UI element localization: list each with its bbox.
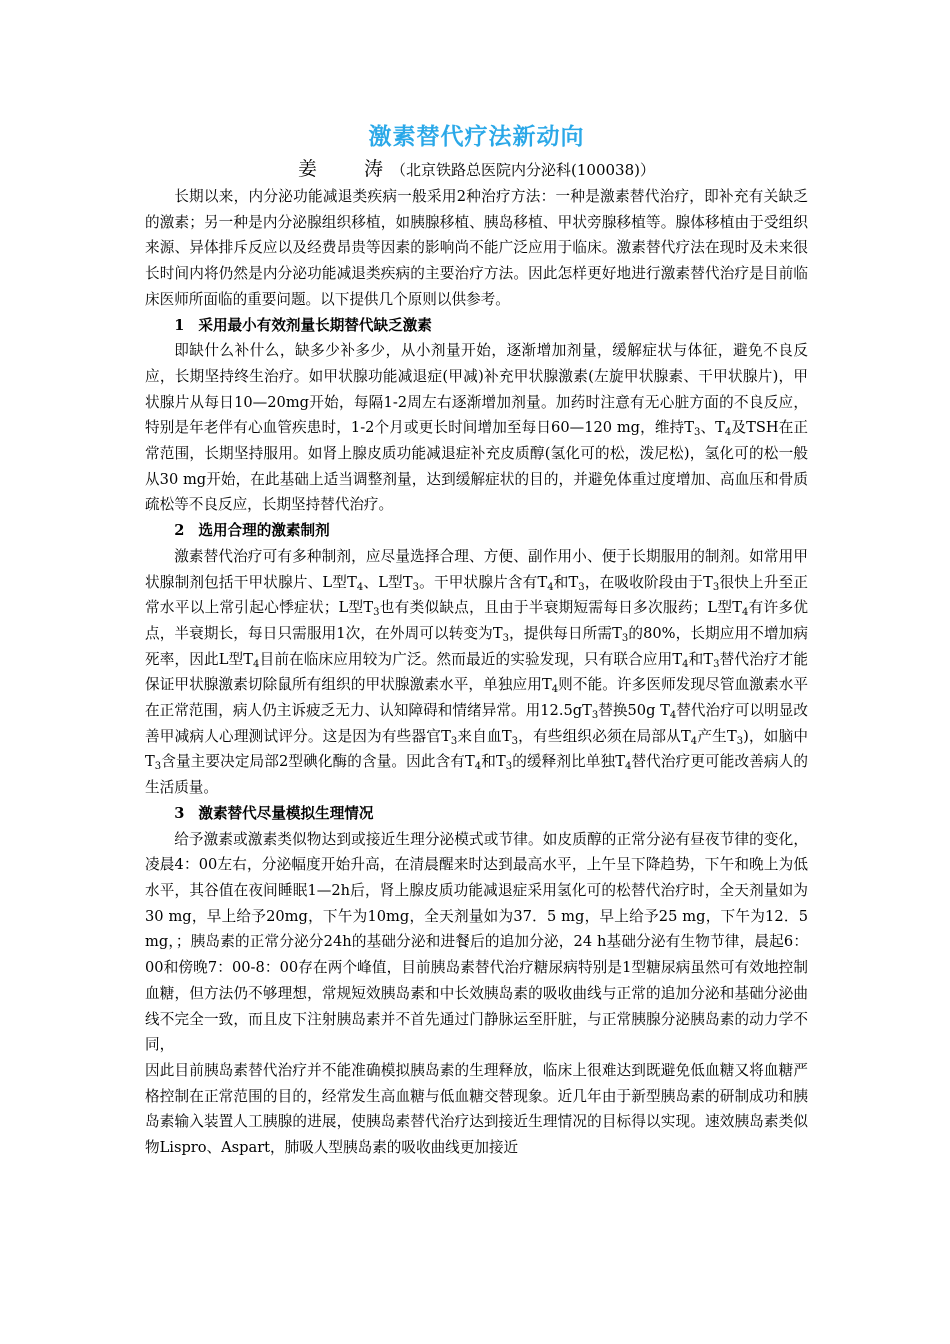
body-paragraph: 激素替代治疗可有多种制剂，应尽量选择合理、方便、副作用小、便于长期服用的制剂。如常用甲状腺制剂包括干甲状腺片、L型$T_4$、L型$T_3$。干甲状腺片含有$T_4$和$T_3$，在吸收阶段由于$T_3$很快上升至正常水平以上常引起心悸症状；L型$T_3$也有类似缺点，且由于半衰期短需每日多次服药；L型$T_4$有许多优点，半衰期长，每日只需服用1次，在外周可以转变为$T_3$，提供每日所需$T_3$的80%，长期应用不增加病死率，因此L型$T_4$目前在临床应用较为广泛。然而最近的实验发现，只有联合应用$T_4$和$T_3$替代治疗才能保证甲状腺激素切除鼠所有组织的甲状腺激素水平，单独应用$T_4$则不能。许多医师发现尽管血激素水平在正常范围，病人仍主诉疲乏无力、认知障碍和情绪异常。用$12.5gT_3$替换50g $T_4$替代治疗可以明显改善甲减病人心理测试评分。这是因为有些器官$T_3$来自血$T_3$，有些组织必须在局部从$T_4$产生$T_3$)，如脑中$T_3$含量主要决定局部2型碘化酶的含量。因此含有$T_4$和$T_3$的缓释剂比单独$T_4$替代治疗更可能改善病人的生活质量。 bbox=[145, 547, 809, 797]
section-number: 1 bbox=[174, 316, 185, 334]
section-heading bbox=[145, 801, 808, 827]
body-paragraph: 长期以来，内分泌功能减退类疾病一般采用2种治疗方法：一种是激素替代治疗，即补充有关缺乏的激素；另一种是内分泌腺组织移植，如胰腺移植、胰岛移植、甲状旁腺移植等。腺体移植由于受组织来源、异体排斥反应以及经费昂贵等因素的影响尚不能广泛应用于临床。激素替代疗法在现时及未来很长时间内将仍然是内分泌功能减退类疾病的主要治疗方法。因此怎样更好地进行激素替代治疗是目前临床医师所面临的重要问题。以下提供几个原则以供参考。 bbox=[145, 188, 808, 308]
section-title: 激素替代尽量模拟生理情况 bbox=[198, 804, 374, 822]
section-heading bbox=[145, 313, 808, 339]
article-title: 激素替代疗法新动向 bbox=[368, 124, 585, 150]
body-paragraph: 给予激素或激素类似物达到或接近生理分泌模式或节律。如皮质醇的正常分泌有昼夜节律的变化，凌晨4：00左右，分泌幅度开始升高，在清晨醒来时达到最高水平，上午呈下降趋势，下午和晚上为低水平，其谷值在夜间睡眠1—2h后，肾上腺皮质功能减退症采用氢化可的松替代治疗时，全天剂量如为30 mg，早上给予20mg，下午为10mg，全天剂量如为37．5 mg，早上给予25 mg，下午为12．5 mg，；胰岛素的正常分泌分24h的基础分泌和进餐后的追加分泌，24 h基础分泌有生物节律，晨起6：00和傍晚7：00-8：00存在两个峰值，目前胰岛素替代治疗糖尿病特别是1型糖尿病虽然可有效地控制血糖，但方法仍不够理想，常规短效胰岛素和中长效胰岛素的吸收曲线与正常的追加分泌和基础分泌曲线不完全一致，而且皮下注射胰岛素并不首先通过门静脉运至肝脏，与正常胰腺分泌胰岛素的动力学不同， bbox=[145, 830, 808, 1054]
article-text bbox=[145, 184, 808, 1161]
article-body bbox=[145, 118, 808, 1161]
section-number: 2 bbox=[174, 522, 185, 540]
author-name: 姜 涛 bbox=[298, 158, 398, 180]
section-title: 采用最小有效剂量长期替代缺乏激素 bbox=[198, 316, 432, 334]
body-paragraph: 即缺什么补什么，缺多少补多少，从小剂量开始，逐渐增加剂量，缓解症状与体征，避免不良反应，长期坚持终生治疗。如甲状腺功能减退症(甲减)补充甲状腺激素(左旋甲状腺素、干甲状腺片)，甲状腺片从每日10—20mg开始，每隔1-2周左右逐渐增加剂量。加药时注意有无心脏方面的不良反应，特别是年老伴有心血管疾患时，1-2个月或更长时间增加至每日60—120 mg，维持$T_3$、$T_4$及TSH在正常范围，长期坚持服用。如肾上腺皮质功能减退症补充皮质醇(氢化可的松，泼尼松)，氢化可的松一般从30 mg开始，在此基础上适当调整剂量，达到缓解症状的目的，并避免体重过度增加、高血压和骨质疏松等不良反应，长期坚持替代治疗。 bbox=[145, 342, 808, 514]
section-title: 选用合理的激素制剂 bbox=[198, 522, 330, 540]
body-paragraph: 因此目前胰岛素替代治疗并不能准确模拟胰岛素的生理释放，临床上很难达到既避免低血糖又将血糖严格控制在正常范围的目的，经常发生高血糖与低血糖交替现象。近几年由于新型胰岛素的研制成功和胰岛素输入装置人工胰腺的进展，使胰岛素替代治疗达到接近生理情况的目标得以实现。速效胰岛素类似物Lispro、Aspart，肺吸人型胰岛素的吸收曲线更加接近 bbox=[145, 1061, 808, 1157]
section-heading bbox=[145, 518, 808, 544]
author-line bbox=[145, 157, 808, 182]
section-number: 3 bbox=[174, 804, 185, 822]
author-affiliation: （北京铁路总医院内分泌科(100038)） bbox=[391, 161, 655, 179]
